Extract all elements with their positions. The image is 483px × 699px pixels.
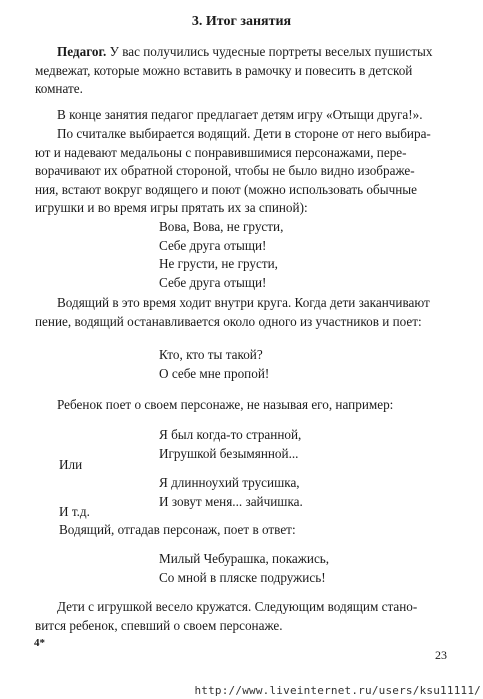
poem-line: Я был когда-то странной, (159, 427, 302, 442)
paragraph-line: медвежат, которые можно вставить в рамочку и повесить в детской (35, 62, 413, 78)
paragraph-line: пение, водящий останавливается около одного из участников и поет: (35, 313, 422, 329)
or-label: Или (59, 457, 83, 472)
paragraph-line: Ребенок поет о своем персонаже, не называя его, например: (57, 397, 394, 412)
poem-line: Вова, Вова, не грусти, (159, 219, 284, 234)
paragraph-leader-walks (35, 294, 455, 331)
paragraph-line: комнате. (35, 81, 83, 96)
paragraph-text: У вас получились чудесные портреты веселых пушистых (106, 44, 433, 59)
poem-line: Со мной в пляске подружись! (159, 569, 326, 585)
paragraph-teacher (35, 43, 455, 99)
poem-line: Я длинноухий трусишка, (159, 475, 300, 490)
paragraph-line: ют и надевают медальоны с понравившимися персонажами, пере- (35, 144, 407, 160)
paragraph-line: Дети с игрушкой весело кружатся. Следующим водящим стано- (57, 599, 418, 614)
page-number: 23 (435, 648, 447, 662)
speaker-label: Педагог. (57, 44, 107, 59)
poem-line: И зовут меня... зайчишка. (159, 493, 303, 509)
paragraph-line: Водящий в это время ходит внутри круга. Когда дети заканчивают (57, 295, 430, 310)
poem-line: О себе мне пропой! (159, 365, 270, 381)
paragraph-conclusion (35, 598, 455, 635)
poem-line: Игрушкой безымянной... (159, 445, 299, 461)
paragraph-line: ворачивают их обратной стороной, чтобы не было видно изображе- (35, 163, 415, 178)
paragraph-line (35, 43, 455, 62)
poem-line: Милый Чебурашка, покажись, (159, 551, 330, 566)
poem-verse-4 (159, 474, 303, 511)
paragraph-line: В конце занятия педагог предлагает детям игру «Отыщи друга!». (57, 107, 423, 122)
paragraph-game-intro (35, 106, 455, 125)
watermark-url: http://www.liveinternet.ru/users/ksu11111/ (194, 684, 481, 697)
paragraph-child-sings (35, 396, 455, 415)
paragraph-line: вится ребенок, спевший о своем персонаже. (35, 617, 283, 633)
signature-mark: 4* (34, 637, 45, 649)
poem-verse-5 (159, 550, 329, 587)
section-title: 3. Итог занятия (191, 14, 292, 29)
paragraph-leader-answers: Водящий, отгадав персонаж, поет в ответ: (59, 522, 296, 537)
poem-verse-3 (159, 426, 301, 463)
paragraph-line: По считалке выбирается водящий. Дети в стороне от него выбира- (57, 126, 431, 141)
poem-verse-2 (159, 346, 269, 383)
poem-verse-1 (159, 218, 283, 292)
poem-line: Себе друга отыщи! (159, 274, 267, 290)
paragraph-line: игрушки и во время игры прятать их за спиной): (35, 200, 308, 215)
poem-line: Себе друга отыщи! (159, 237, 267, 253)
poem-line: Не грусти, не грусти, (159, 256, 278, 271)
paragraph-game-rules (35, 125, 455, 218)
paragraph-line: ния, встают вокруг водящего и поют (можно использовать обычные (35, 181, 417, 197)
etc-label: И т.д. (59, 504, 90, 519)
poem-line: Кто, кто ты такой? (159, 347, 263, 362)
